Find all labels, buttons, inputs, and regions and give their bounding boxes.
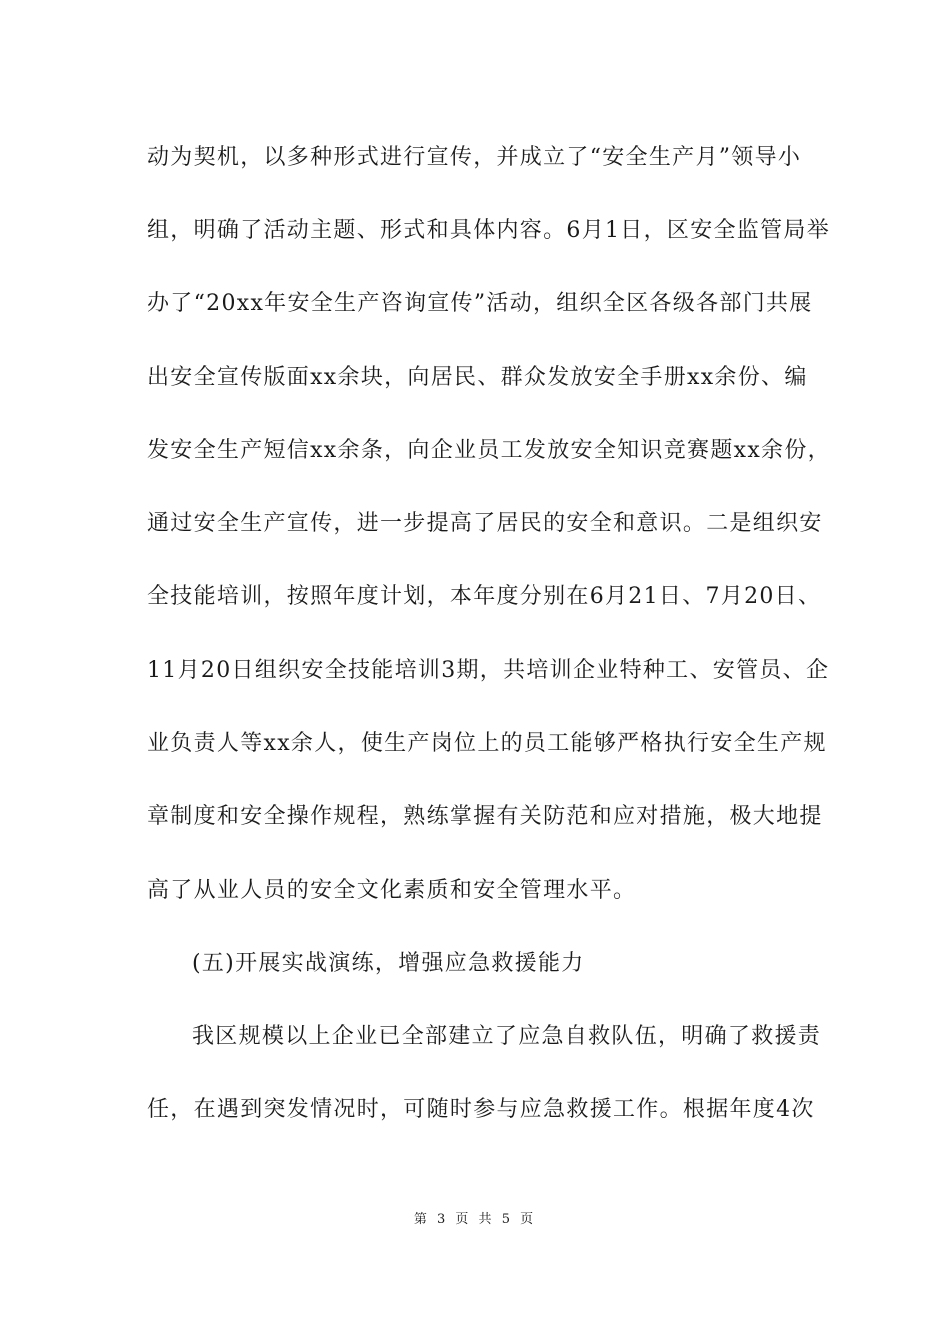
body-text-line: 章制度和安全操作规程，熟练掌握有关防范和应对措施，极大地提 — [147, 804, 823, 829]
body-text-line: 业负责人等xx余人，使生产岗位上的员工能够严格执行安全生产规 — [147, 731, 827, 756]
paragraph-first-line: 我区规模以上企业已全部建立了应急自救队伍，明确了救援责 — [192, 1024, 822, 1049]
body-text-line: 办了“20xx年安全生产咨询宣传”活动，组织全区各级各部门共展 — [147, 291, 813, 316]
body-text-line: 组，明确了活动主题、形式和具体内容。6月1日，区安全监管局举 — [147, 218, 830, 243]
page-number-footer: 第 3 页 共 5 页 — [413, 1212, 537, 1227]
body-text-line: 全技能培训，按照年度计划，本年度分别在6月21日、7月20日、 — [147, 584, 822, 609]
body-text-line: 任，在遇到突发情况时，可随时参与应急救援工作。根据年度4次 — [147, 1097, 815, 1122]
body-text-line: 高了从业人员的安全文化素质和安全管理水平。 — [147, 878, 637, 903]
section-heading: (五)开展实战演练，增强应急救援能力 — [192, 951, 585, 976]
body-text-line: 发安全生产短信xx余条，向企业员工发放安全知识竞赛题xx余份， — [147, 438, 831, 463]
body-text-line: 出安全宣传版面xx余块，向居民、群众发放安全手册xx余份、编 — [147, 365, 808, 390]
body-text-line: 11月20日组织安全技能培训3期，共培训企业特种工、安管员、企 — [147, 658, 830, 683]
body-text-line: 动为契机，以多种形式进行宣传，并成立了“安全生产月”领导小 — [147, 145, 802, 170]
body-text-line: 通过安全生产宣传，进一步提高了居民的安全和意识。二是组织安 — [147, 511, 823, 536]
